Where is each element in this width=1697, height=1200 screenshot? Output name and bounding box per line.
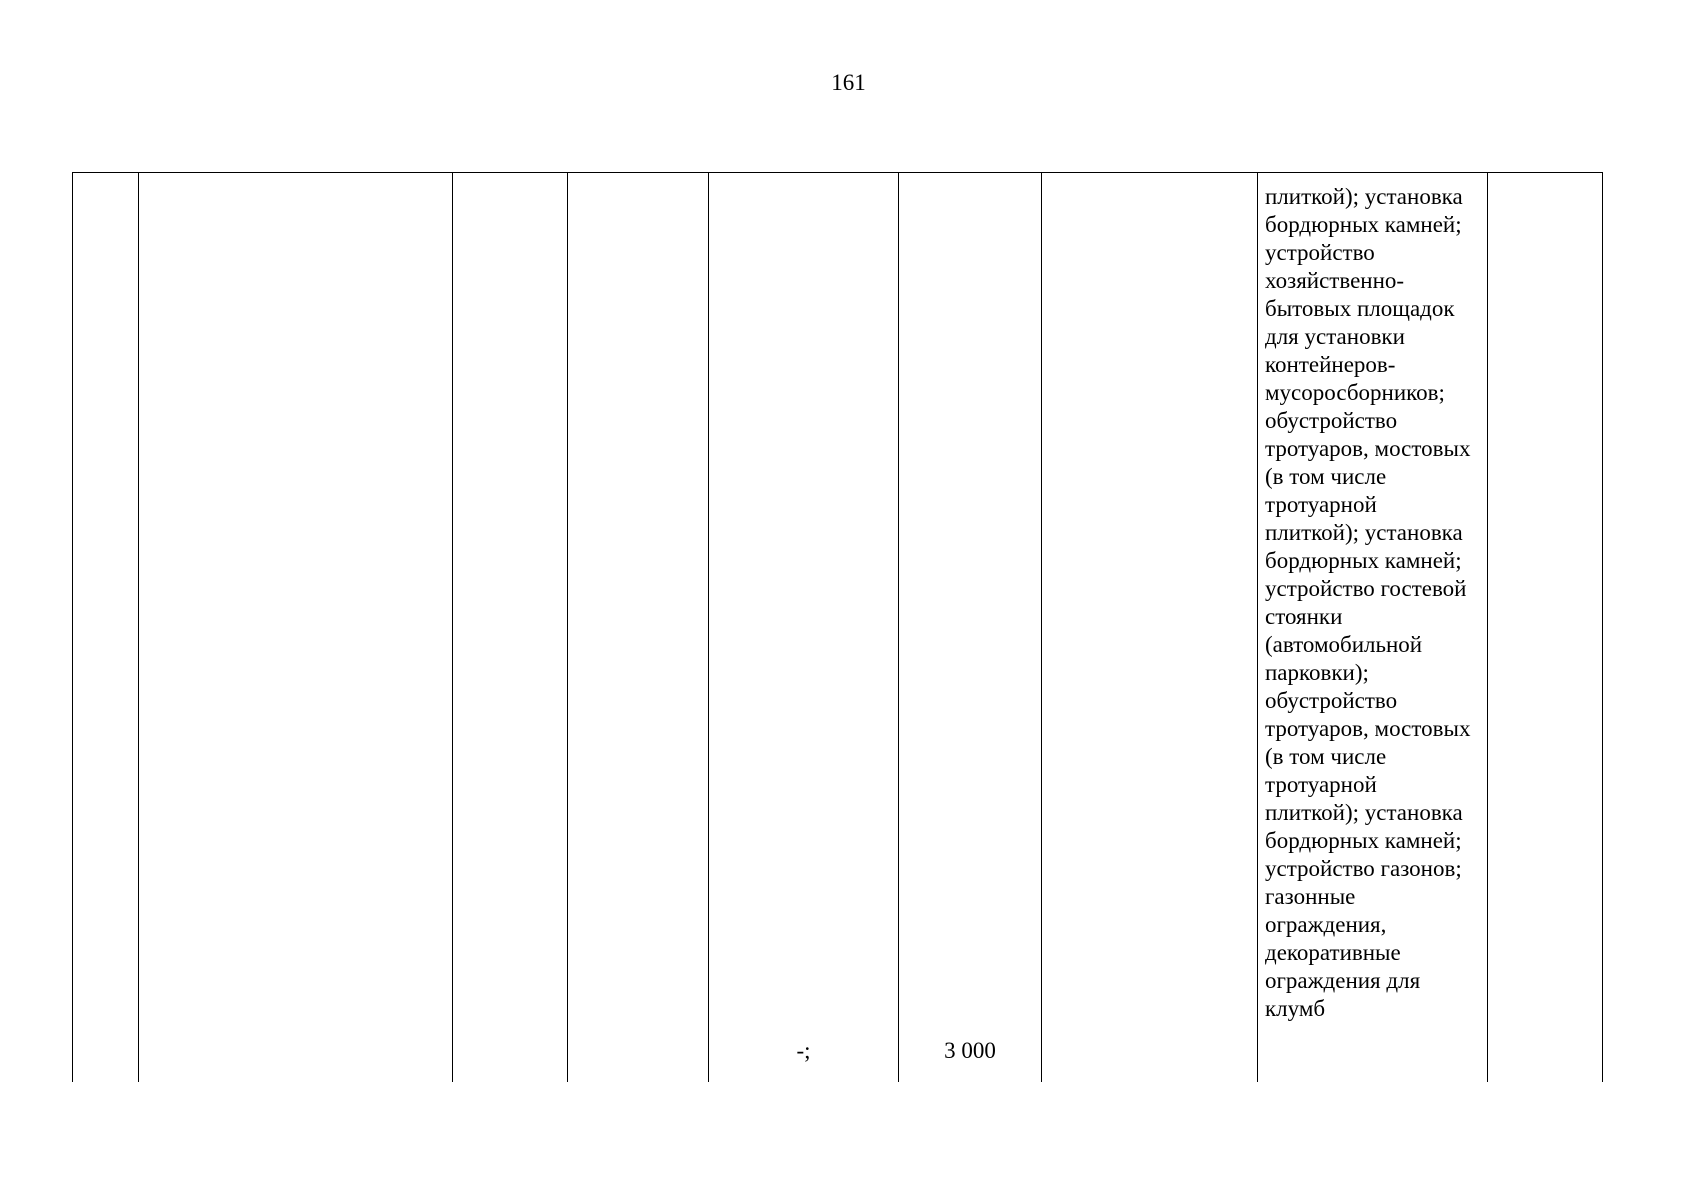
table-cell-col3 <box>453 173 568 1038</box>
table-cell-col1 <box>73 173 139 1038</box>
table-cell-col5-value: -; <box>709 1037 899 1082</box>
table-cell-col5 <box>709 173 899 1038</box>
table-cell-col7 <box>1042 1037 1258 1082</box>
table-cell-col3 <box>453 1037 568 1082</box>
table-cell-col2 <box>139 173 453 1038</box>
table-cell-col6-value: 3 000 <box>899 1037 1042 1082</box>
table-cell-col4 <box>568 173 709 1038</box>
table-cell-col9 <box>1488 1037 1603 1082</box>
page-number: 161 <box>831 70 866 95</box>
table-row <box>73 173 1603 1038</box>
table-cell-description <box>1258 173 1488 1038</box>
data-table <box>72 172 1603 1082</box>
description-text: плиткой); установка бордюрных камней; устройство хозяйственно- бытовых площадок для установки контейнеров- мусоросборников; обустройство тротуаров, мостовых (в том числе тротуарной плиткой); установка бордюрных камней; устройство гостевой стоянки (автомобильной парковки); обустройство тротуаров, мостовых (в том числе тротуарной плиткой); установка бордюрных камней; устройство газонов; газонные ограждения, декоративные ограждения для клумб <box>1265 184 1471 1021</box>
table-cell-col2 <box>139 1037 453 1082</box>
table-cell-col1 <box>73 1037 139 1082</box>
table-row <box>73 1037 1603 1082</box>
table-cell-col4 <box>568 1037 709 1082</box>
table-cell-col8 <box>1258 1037 1488 1082</box>
table-cell-col6 <box>899 173 1042 1038</box>
table-cell-col7 <box>1042 173 1258 1038</box>
table-cell-col9 <box>1488 173 1603 1038</box>
